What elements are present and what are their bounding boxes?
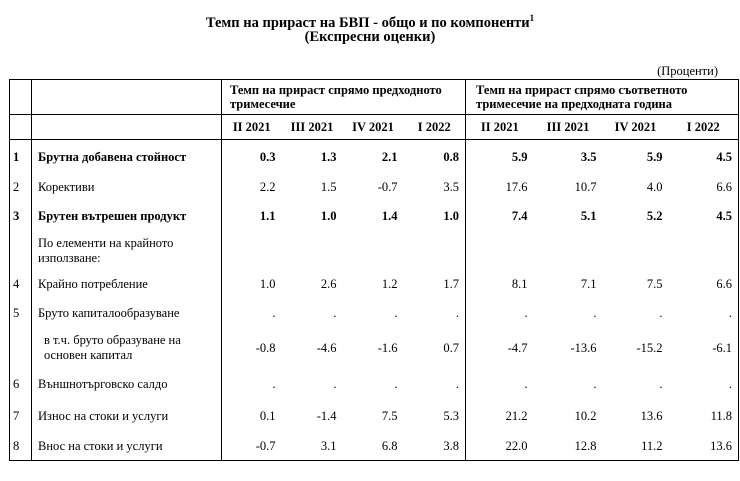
quarter-header: I 2022 — [669, 115, 739, 140]
value-cell: . — [455, 376, 460, 391]
value-cell — [343, 232, 404, 270]
quarter-header: III 2021 — [282, 115, 343, 140]
value-cell — [222, 232, 282, 270]
value-cell: -0.7 — [377, 179, 398, 194]
value-cell: -4.7 — [466, 328, 534, 368]
row-label: По елементи на крайното използване: — [32, 232, 222, 270]
value-cell: 1.7 — [443, 276, 460, 291]
value-cell: . — [593, 305, 597, 320]
title-text: Темп на прираст на БВП - общо и по компоненти — [205, 14, 530, 31]
title-footnote-mark: 1 — [529, 13, 535, 23]
value-cell: 5.3 — [443, 408, 460, 423]
row-number: 8 — [10, 432, 32, 461]
header-num-cell — [10, 115, 32, 140]
table-row — [10, 432, 739, 461]
value-cell: 8.1 — [466, 270, 534, 298]
value-cell: 0.8 — [443, 149, 460, 164]
value-cell: 7.4 — [466, 200, 534, 232]
value-cell: 22.0 — [466, 432, 534, 461]
page-subtitle: (Експресни оценки) — [304, 29, 436, 45]
value-cell: 1.0 — [320, 208, 337, 223]
value-cell: 1.1 — [222, 200, 282, 232]
value-cell: . — [394, 305, 398, 320]
row-label: Внос на стоки и услуги — [32, 432, 222, 461]
value-cell: -0.7 — [222, 432, 282, 461]
table-row — [10, 368, 739, 400]
value-cell: 10.7 — [574, 179, 597, 194]
value-cell: . — [669, 368, 739, 400]
value-cell: 2.6 — [320, 276, 337, 291]
value-cell — [603, 232, 669, 270]
row-label: в т.ч. бруто образуване на основен капитал — [32, 328, 222, 368]
value-cell: 17.6 — [466, 174, 534, 200]
value-cell — [466, 232, 534, 270]
value-cell: 3.1 — [282, 432, 343, 461]
value-cell: . — [455, 305, 460, 320]
value-cell: 1.4 — [381, 208, 398, 223]
row-number: 5 — [10, 298, 32, 328]
value-cell: 2.2 — [222, 174, 282, 200]
quarter-header: IV 2021 — [343, 115, 404, 140]
value-cell: -1.6 — [377, 340, 398, 355]
value-cell: 21.2 — [466, 400, 534, 432]
value-cell: . — [222, 368, 282, 400]
quarter-header: II 2021 — [466, 115, 534, 140]
value-cell: 1.5 — [320, 179, 337, 194]
value-cell: 12.8 — [534, 432, 603, 461]
header-num-cell — [10, 80, 32, 115]
value-cell: -1.4 — [316, 408, 337, 423]
header-yoy: Темп на прираст спрямо съответното тримесечие на предходната година — [466, 80, 739, 115]
value-cell: . — [466, 368, 534, 400]
table-row — [10, 400, 739, 432]
row-number — [10, 232, 32, 270]
table-row — [10, 232, 739, 270]
value-cell: . — [394, 376, 398, 391]
row-number: 7 — [10, 400, 32, 432]
value-cell: 3.5 — [580, 149, 597, 164]
value-cell: 10.2 — [574, 408, 597, 423]
row-label: Бруто капиталообразуване — [32, 298, 222, 328]
value-cell: 1.0 — [222, 270, 282, 298]
value-cell: 13.6 — [669, 432, 739, 461]
value-cell: . — [333, 305, 337, 320]
value-cell — [404, 232, 466, 270]
value-cell — [669, 232, 739, 270]
quarter-header: III 2021 — [534, 115, 603, 140]
value-cell: . — [593, 376, 597, 391]
value-cell: 6.8 — [343, 432, 404, 461]
header-qoq: Темп на прираст спрямо предходното тримесечие — [222, 80, 466, 115]
row-number: 2 — [10, 174, 32, 200]
value-cell: 5.9 — [646, 149, 663, 164]
row-label: Корективи — [32, 174, 222, 200]
value-cell: . — [466, 298, 534, 328]
value-cell: 1.2 — [381, 276, 398, 291]
value-cell: . — [222, 298, 282, 328]
value-cell: 4.5 — [669, 140, 739, 175]
row-label: Износ на стоки и услуги — [32, 400, 222, 432]
value-cell — [282, 232, 343, 270]
table-row — [10, 140, 739, 175]
row-label: Брутен вътрешен продукт — [32, 200, 222, 232]
value-cell: -13.6 — [570, 340, 597, 355]
value-cell: . — [659, 305, 663, 320]
value-cell: 1.0 — [443, 208, 460, 223]
quarter-header: I 2022 — [404, 115, 466, 140]
value-cell: . — [659, 376, 663, 391]
value-cell: . — [669, 298, 739, 328]
row-number: 1 — [10, 140, 32, 175]
value-cell: 4.0 — [646, 179, 663, 194]
table-body — [10, 140, 739, 461]
value-cell: 5.2 — [646, 208, 663, 223]
unit-label: (Проценти) — [657, 64, 718, 78]
header-label-cell — [32, 80, 222, 115]
row-number: 3 — [10, 200, 32, 232]
value-cell: 1.3 — [320, 149, 337, 164]
value-cell: -4.6 — [316, 340, 337, 355]
value-cell: 6.6 — [669, 270, 739, 298]
value-cell: 11.2 — [603, 432, 669, 461]
row-number: 4 — [10, 270, 32, 298]
value-cell: 3.8 — [404, 432, 466, 461]
value-cell: -0.8 — [222, 328, 282, 368]
value-cell: -6.1 — [669, 328, 739, 368]
table-row — [10, 328, 739, 368]
value-cell: 3.5 — [443, 179, 460, 194]
value-cell: 7.5 — [646, 276, 663, 291]
header-label-cell — [32, 115, 222, 140]
value-cell: 0.1 — [222, 400, 282, 432]
value-cell: 2.1 — [381, 149, 398, 164]
row-label: Крайно потребление — [32, 270, 222, 298]
row-number: 6 — [10, 368, 32, 400]
value-cell: 11.8 — [669, 400, 739, 432]
value-cell: 0.7 — [443, 340, 460, 355]
row-label: Брутна добавена стойност — [32, 140, 222, 175]
value-cell: -15.2 — [636, 340, 663, 355]
value-cell: 5.1 — [580, 208, 597, 223]
value-cell: 7.1 — [580, 276, 597, 291]
value-cell: 4.5 — [669, 200, 739, 232]
value-cell: 13.6 — [640, 408, 663, 423]
table-row — [10, 200, 739, 232]
table-row — [10, 298, 739, 328]
quarter-header: IV 2021 — [603, 115, 669, 140]
value-cell: 6.6 — [669, 174, 739, 200]
table-row — [10, 270, 739, 298]
quarter-header: II 2021 — [222, 115, 282, 140]
gdp-growth-table — [9, 79, 739, 461]
value-cell: . — [333, 376, 337, 391]
row-label: Външнотърговско салдо — [32, 368, 222, 400]
row-number — [10, 328, 32, 368]
value-cell: 5.9 — [466, 140, 534, 175]
value-cell — [534, 232, 603, 270]
table-row — [10, 174, 739, 200]
value-cell: 7.5 — [381, 408, 398, 423]
value-cell: 0.3 — [222, 140, 282, 175]
